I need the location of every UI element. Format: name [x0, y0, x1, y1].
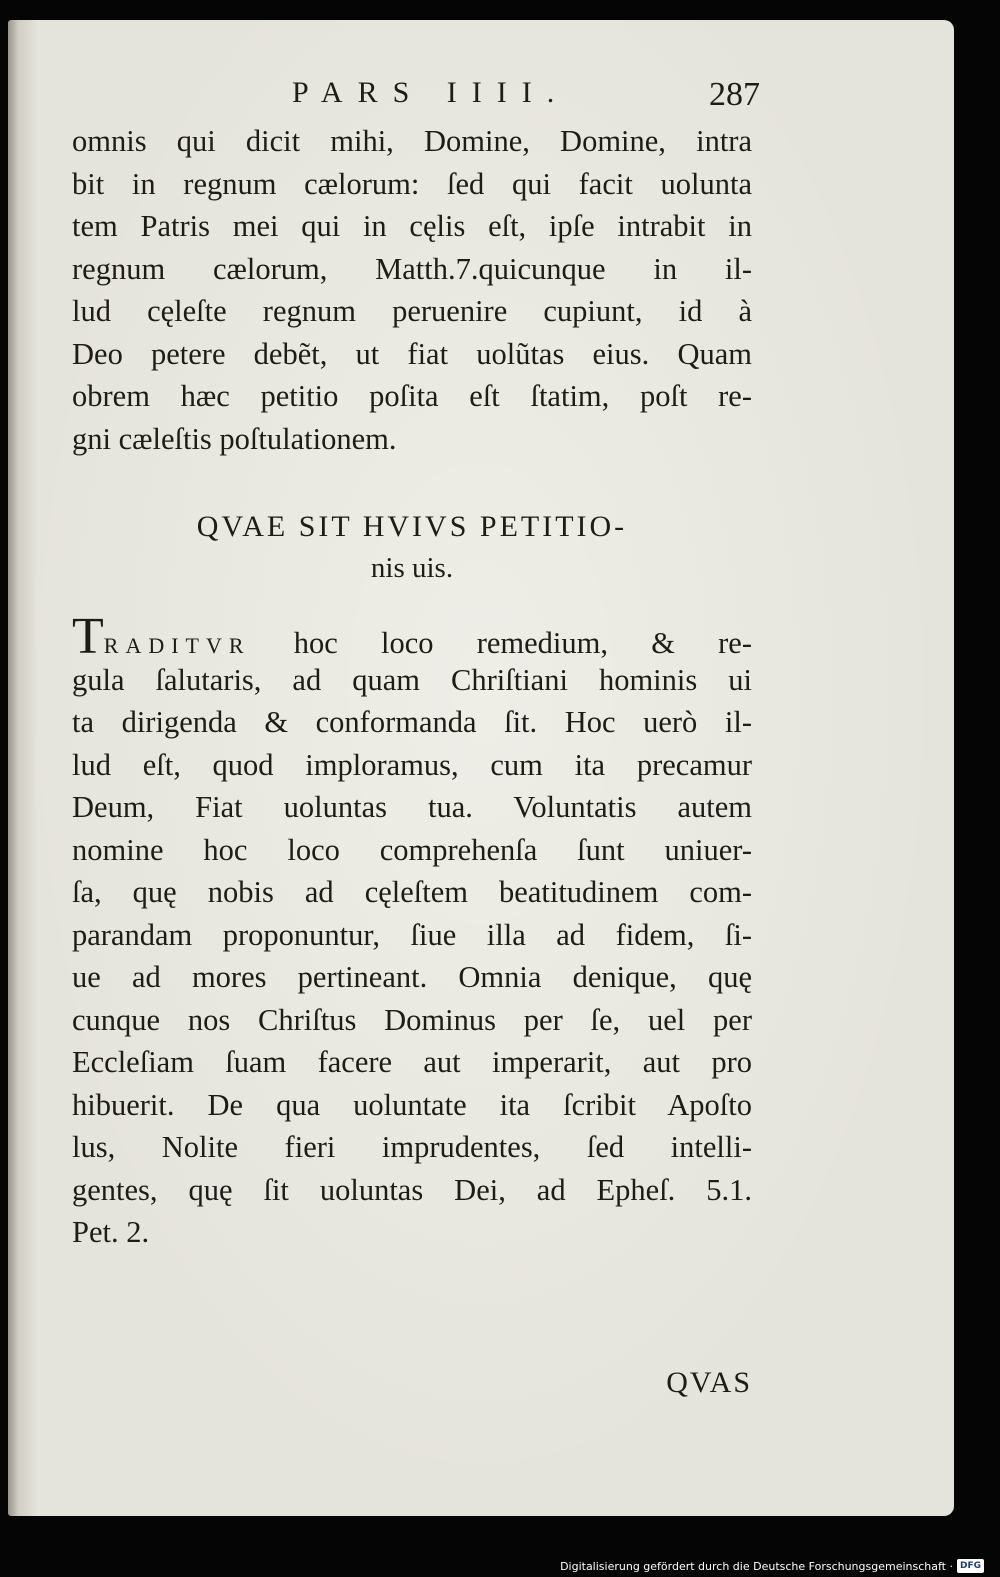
text-line: gentes, quę ſit uoluntas Dei, ad Epheſ. 5.1. [72, 1172, 752, 1207]
book-page [8, 20, 954, 1516]
running-head [72, 76, 760, 120]
drop-cap: T [72, 608, 104, 665]
text-line: tem Patris mei qui in cęlis eſt, ipſe intrabit in [72, 209, 752, 243]
text-line: cunque nos Chriſtus Dominus per ſe, uel per [72, 1002, 752, 1037]
paragraph-2 [72, 608, 752, 1254]
section-heading [72, 506, 752, 588]
text-line: ta dirigenda & conformanda ſit. Hoc uerò il- [72, 705, 752, 739]
first-line-text: hoc loco remedium, & re- [250, 626, 752, 660]
text-line: regnum cælorum, Matth.7.quicunque in il- [72, 251, 752, 286]
text-line: ſa, quę nobis ad cęleſtem beatitudinem com- [72, 875, 752, 909]
text-line: Deo petere debẽt, ut fiat uolũtas eius. Quam [72, 336, 752, 371]
text-line: Eccleſiam ſuam facere aut imperarit, aut pro [72, 1045, 752, 1079]
page-content [72, 76, 760, 1399]
paragraph-1 [72, 120, 752, 460]
text-line: parandam proponuntur, ſiue illa ad fidem, ſi- [72, 917, 752, 952]
text-line: Deum, Fiat uoluntas tua. Voluntatis autem [72, 790, 752, 824]
text-line: hibuerit. De qua uoluntate ita ſcribit Apoſto [72, 1087, 752, 1122]
text-line: ue ad mores pertineant. Omnia denique, quę [72, 960, 752, 994]
text-line: bit in regnum cælorum: ſed qui facit uolunta [72, 166, 752, 201]
catchword: QVAS [666, 1366, 752, 1399]
text-line-first [72, 608, 752, 665]
text-line: obrem hæc petitio poſita eſt ſtatim, poſt re- [72, 379, 752, 413]
digitization-credit [560, 1559, 984, 1573]
running-title: PARS IIII. [292, 76, 570, 109]
text-line: nomine hoc loco comprehenſa ſunt uniuer- [72, 832, 752, 867]
text-line: lud cęleſte regnum peruenire cupiunt, id à [72, 294, 752, 328]
text-line: lud eſt, quod imploramus, cum ita precamur [72, 747, 752, 782]
text-line: gula ſalutaris, ad quam Chriſtiani hominis ui [72, 662, 752, 697]
text-line: gni cæleſtis poſtulationem. [72, 421, 397, 456]
text-line: Pet. 2. [72, 1215, 150, 1249]
heading-line: nis uis. [370, 552, 454, 584]
heading-line: QVAE SIT HVIVS PETITIO- [196, 510, 628, 543]
text-line: omnis qui dicit mihi, Domine, Domine, intra [72, 124, 752, 158]
small-caps-word: RADITVR [103, 633, 251, 658]
text-line: lus, Nolite fieri imprudentes, ſed intelli- [72, 1130, 752, 1164]
page-number: 287 [709, 76, 760, 113]
dfg-logo: DFG [957, 1559, 984, 1573]
credit-text: Digitalisierung gefördert durch die Deutsche Forschungsgemeinschaft · [560, 1559, 953, 1573]
